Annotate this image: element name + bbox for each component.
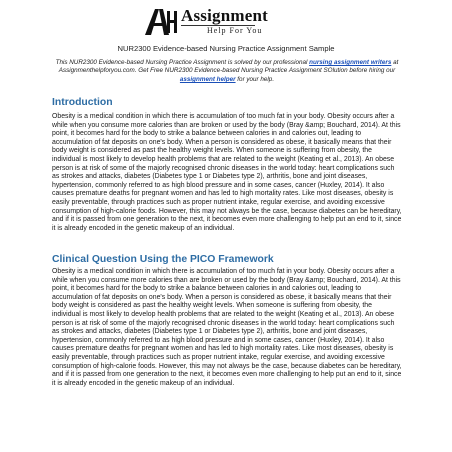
logo-mark-icon [143, 6, 177, 36]
logo-title: Assignment [181, 6, 269, 25]
site-logo[interactable] [143, 6, 313, 36]
intro-note-text: for your help. [235, 75, 275, 83]
intro-note-text: This NUR2300 Evidence-based Nursing Practice Assignment is solved by our professional [55, 59, 310, 66]
section-heading-pico: Clinical Question Using the PICO Framework [52, 254, 274, 265]
section-body-pico: Obesity is a medical condition in which there is accumulation of too much fat in your body. Obesity occurs after a while when you consume more calories than are broken or used by the body (Bray &amp; Bouchard, 2014). At this point, it becomes hard for the body to strike a balance between calories in and calories out, leading to accumulation of fat deposits on one's body. When a person is considered as obese, it basically means that their body weight is considered as past the healthy weight levels. When someone is suffering from obesity, the individual is most likely to develop health problems that are related to the weight (Keating et al., 2013). An obese person is at risk of some of the majorly recognised chronic diseases in the world today: heart complications such as strokes and attacks, diabetes (Diabetes type 1 or Diabetes type 2), arthritis, bone and joint diseases, hypertension, commonly referred to as high blood pressure and in some cases, cancer (Huxley, 2014). It also causes premature deaths for pregnant women and has led to high mortality rates. Like most diseases, obesity is easily preventable, through practices such as proper nutrient intake, regular exercise, and avoiding excessive consumption of high-calorie foods. However, this may not always be the case, because diabetes can be hereditary, and if it is passed from one generation to the next, it becomes even more challenging to help put an end to it, since it is already encoded in the genetic makeup of an individual. [52, 268, 402, 387]
intro-note [52, 59, 402, 84]
section-body-introduction: Obesity is a medical condition in which there is accumulation of too much fat in your body. Obesity occurs after a while when you consume more calories than are broken or used by the body (Bray &amp; Bouchard, 2014). At this point, it becomes hard for the body to strike a balance between calories in and calories out, leading to accumulation of fat deposits on one's body. When a person is considered as obese, it basically means that their body weight is considered as past the healthy weight levels. When someone is suffering from obesity, the individual is most likely to develop health problems that are related to the weight (Keating et al., 2013). An obese person is at risk of some of the majorly recognised chronic diseases in the world today: heart complications such as strokes and attacks, diabetes (Diabetes type 1 or Diabetes type 2), arthritis, bone and joint diseases, hypertension, commonly referred to as high blood pressure and in some cases, cancer (Huxley, 2014). It also causes premature deaths for pregnant women and has led to high mortality rates. Like most diseases, obesity is easily preventable, through practices such as proper nutrient intake, regular exercise, and avoiding excessive consumption of high-calorie foods. However, this may not always be the case, because diabetes can be hereditary, and if it is passed from one generation to the next, it becomes even more challenging to help put an end to it, since it is already encoded in the genetic makeup of an individual. [52, 113, 402, 232]
logo-subtitle: Help For You [207, 26, 263, 35]
intro-note-text: at Assignmenthelpforyou.com. Get Free NUR2300 Evidence-based Nursing Practice Assignment SOlution before hiring our [58, 59, 399, 75]
document-title: NUR2300 Evidence-based Nursing Practice Assignment Sample [117, 44, 335, 53]
assignment-helper-link[interactable]: assignment helper [179, 75, 236, 83]
nursing-writers-link[interactable]: nursing assignment writers [309, 59, 392, 66]
section-heading-introduction: Introduction [52, 97, 113, 108]
